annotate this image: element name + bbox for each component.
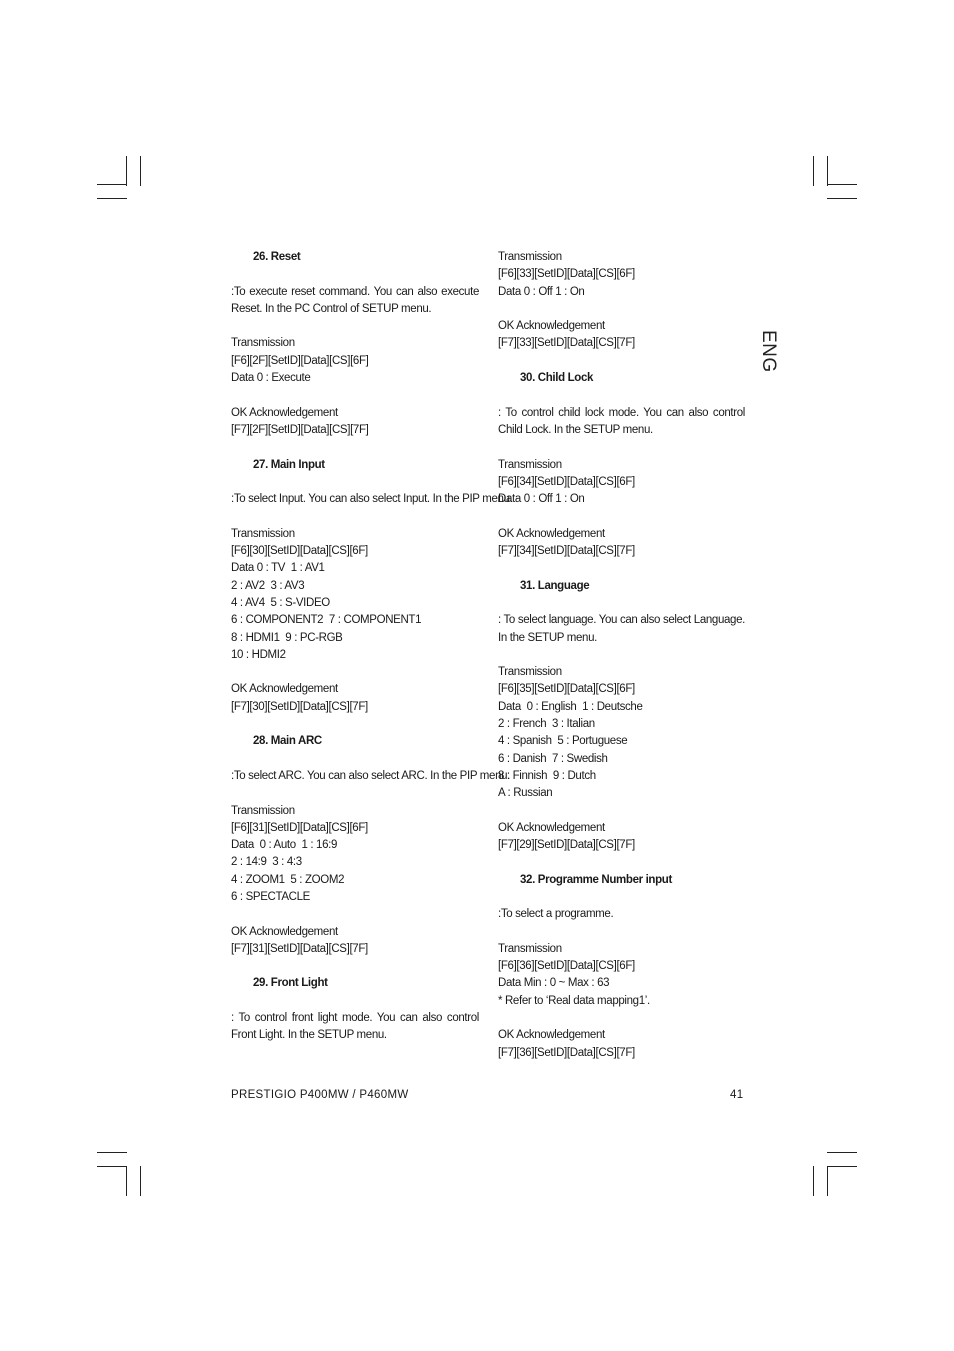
text-line: Transmission [231,804,295,817]
crop-mark [813,156,814,186]
text-line: 8 : HDMI1 9 : PC-RGB [231,631,343,644]
spacer [231,664,479,681]
text-line: OK Acknowledgement [231,683,338,696]
text-line: :To select a programme. [498,908,614,921]
text-line: Data 0 : Off 1 : On [498,285,585,298]
text-line: [F6][33][SetID][Data][CS][6F] [498,268,635,281]
text-line: OK Acknowledgement [231,925,338,938]
text-line: Transmission [498,942,562,955]
spacer [231,474,479,491]
left-column [231,249,513,1045]
text-line: Data 0 : Auto 1 : 16:9 [231,839,338,852]
spacer [498,924,745,941]
footer-model-name: PRESTIGIO P400MW / P460MW [231,1089,409,1101]
spacer [498,301,745,318]
text-line: Data 0 : Execute [231,372,311,385]
text-line: 6 : COMPONENT2 7 : COMPONENT1 [231,614,422,627]
crop-mark [827,156,828,186]
text-line: [F6][34][SetID][Data][CS][6F] [498,475,635,488]
text-line: Data 0 : TV 1 : AV1 [231,562,325,575]
text-line: [F7][30][SetID][Data][CS][7F] [231,700,368,713]
spacer [498,889,745,906]
spacer [231,785,479,802]
text-line: [F7][36][SetID][Data][CS][7F] [498,1046,635,1059]
spacer [231,318,479,335]
spacer [498,854,745,871]
text-line: OK Acknowledgement [498,821,605,834]
text-line: 10 : HDMI2 [231,648,286,661]
description-paragraph: : To select language. You can also select Language. In the SETUP menu. [498,614,745,644]
section-heading: 26. Reset [253,251,301,263]
spacer [498,353,745,370]
text-line: [F6][36][SetID][Data][CS][6F] [498,960,635,973]
text-line: 6 : SPECTACLE [231,890,310,903]
text-line: [F6][35][SetID][Data][CS][6F] [498,683,635,696]
text-line: OK Acknowledgement [498,320,605,333]
section-heading: 32. Programme Number input [520,873,672,886]
description-paragraph: :To execute reset command. You can also execute Reset. In the PC Control of SETUP menu. [231,285,479,315]
text-line: 2 : AV2 3 : AV3 [231,579,305,592]
spacer [498,560,745,577]
description-paragraph: : To control front light mode. You can also control Front Light. In the SETUP menu. [231,1012,479,1042]
section-heading: 31. Language [520,579,590,592]
spacer [498,508,745,525]
spacer [231,439,479,456]
crop-mark [827,184,857,185]
section-heading: 29. Front Light [253,977,328,990]
text-line: Transmission [231,527,295,540]
text-line: Transmission [231,337,295,350]
text-line: [F6][2F][SetID][Data][CS][6F] [231,354,369,367]
spacer [498,387,745,404]
spacer [231,906,479,923]
text-line: 6 : Danish 7 : Swedish [498,752,608,765]
text-line: 4 : Spanish 5 : Portuguese [498,735,628,748]
crop-mark [140,156,141,186]
text-line: Transmission [498,458,562,471]
crop-mark [813,1166,814,1196]
crop-mark [97,198,127,199]
text-line: [F7][29][SetID][Data][CS][7F] [498,839,635,852]
right-column [498,249,745,1062]
spacer [231,387,479,404]
crop-mark [827,1152,857,1153]
spacer [498,439,745,456]
description-paragraph: : To control child lock mode. You can also control Child Lock. In the SETUP menu. [498,406,745,436]
text-line: [F7][31][SetID][Data][CS][7F] [231,942,368,955]
crop-mark [827,198,857,199]
crop-mark [97,1166,127,1167]
section-heading: 27. Main Input [253,458,325,471]
page-number: 41 [730,1089,744,1101]
text-line: [F7][2F][SetID][Data][CS][7F] [231,423,369,436]
section-heading: 28. Main ARC [253,735,322,748]
crop-mark [97,1152,127,1153]
crop-mark [827,1166,828,1196]
text-line: OK Acknowledgement [498,527,605,540]
crop-mark [827,1166,857,1167]
crop-mark [126,1166,127,1196]
spacer [498,647,745,664]
text-line: 4 : ZOOM1 5 : ZOOM2 [231,873,345,886]
text-line: 4 : AV4 5 : S-VIDEO [231,596,330,609]
spacer [231,751,479,768]
text-line: [F6][31][SetID][Data][CS][6F] [231,821,368,834]
text-line: Data 0 : Off 1 : On [498,493,585,506]
crop-mark [140,1166,141,1196]
spacer [498,803,745,820]
text-line: Transmission [498,251,562,263]
text-line: OK Acknowledgement [498,1029,605,1042]
spacer [231,266,479,283]
text-line: * Refer to ‘Real data mapping1’. [498,994,650,1007]
text-line: 2 : 14:9 3 : 4:3 [231,856,302,869]
text-line: [F7][34][SetID][Data][CS][7F] [498,545,635,558]
text-line: Data Min : 0 ~ Max : 63 [498,977,610,990]
spacer [231,508,479,525]
text-line: 8 : Finnish 9 : Dutch [498,769,596,782]
text-line: Data 0 : English 1 : Deutsche [498,700,643,713]
spacer [231,716,479,733]
text-line: Transmission [498,666,562,679]
text-line: [F7][33][SetID][Data][CS][7F] [498,337,635,350]
section-heading: 30. Child Lock [520,372,594,385]
text-line: [F6][30][SetID][Data][CS][6F] [231,545,368,558]
crop-mark [97,184,127,185]
spacer [498,595,745,612]
crop-mark [126,156,127,186]
spacer [231,993,479,1010]
spacer [498,1010,745,1027]
text-line: OK Acknowledgement [231,406,338,419]
spacer [231,958,479,975]
language-side-tab: ENG [758,330,779,373]
text-line: A : Russian [498,787,553,800]
text-line: :To select Input. You can also select Input. In the PIP menu. [231,493,513,506]
text-line: 2 : French 3 : Italian [498,718,595,731]
text-line: :To select ARC. You can also select ARC. In the PIP menu. [231,769,511,782]
